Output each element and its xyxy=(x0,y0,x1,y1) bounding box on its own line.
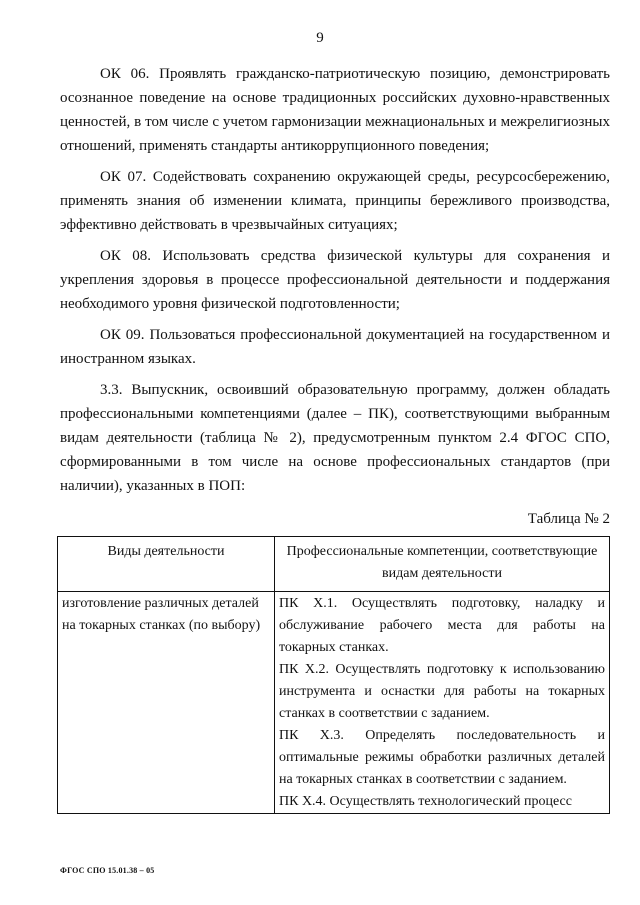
paragraph-ok-09: ОК 09. Пользоваться профессиональной документацией на государственном и иностранном языках. xyxy=(60,327,610,367)
document-body xyxy=(60,62,610,814)
paragraph-ok-07: ОК 07. Содействовать сохранению окружающей среды, ресурсосбережению, применять знания об изменении климата, принципы бережливого производства, эффективно действовать в чрезвычайных ситуациях; xyxy=(60,169,610,233)
competence-item-pk-x4: ПК Х.4. Осуществлять технологический процесс xyxy=(279,794,572,809)
page-number: 9 xyxy=(316,30,324,46)
table-caption: Таблица № 2 xyxy=(527,511,610,527)
header-activity: Виды деятельности xyxy=(58,537,275,592)
document-footer: ФГОС СПО 15.01.38 – 05 xyxy=(60,866,155,875)
header-competence: Профессиональные компетенции, соответствующие видам деятельности xyxy=(275,537,610,592)
competence-table xyxy=(57,536,610,814)
competence-item-pk-x3: ПК Х.3. Определять последовательность и оптимальные режимы обработки различных деталей на токарных станках в соответствии с заданием. xyxy=(279,728,605,787)
table-row xyxy=(58,592,610,814)
table-header-row xyxy=(58,537,610,592)
competence-cell xyxy=(275,592,610,814)
activity-cell: изготовление различных деталей на токарных станках (по выбору) xyxy=(58,592,275,814)
paragraph-ok-08: ОК 08. Использовать средства физической культуры для сохранения и укрепления здоровья в процессе профессиональной деятельности и поддержания необходимого уровня физической подготовленности; xyxy=(60,248,610,312)
paragraph-3-3: 3.3. Выпускник, освоивший образовательную программу, должен обладать профессиональными компетенциями (далее – ПК), соответствующими выбранным видам деятельности (таблица № 2), предусмотренным пунктом 2.4 ФГОС СПО, сформированными в том числе на основе профессиональных стандартов (при наличии), указанных в ПОП: xyxy=(60,382,610,494)
paragraph-ok-06: ОК 06. Проявлять гражданско-патриотическую позицию, демонстрировать осознанное поведение на основе традиционных российских духовно-нравственных ценностей, в том числе с учетом гармонизации межнациональных и межрелигиозных отношений, применять стандарты антикоррупционного поведения; xyxy=(60,66,610,154)
competence-item-pk-x2: ПК Х.2. Осуществлять подготовку к использованию инструмента и оснастки для работы на токарных станках в соответствии с заданием. xyxy=(279,662,605,721)
competence-item-pk-x1: ПК Х.1. Осуществлять подготовку, наладку и обслуживание рабочего места для работы на токарных станках. xyxy=(279,596,605,655)
